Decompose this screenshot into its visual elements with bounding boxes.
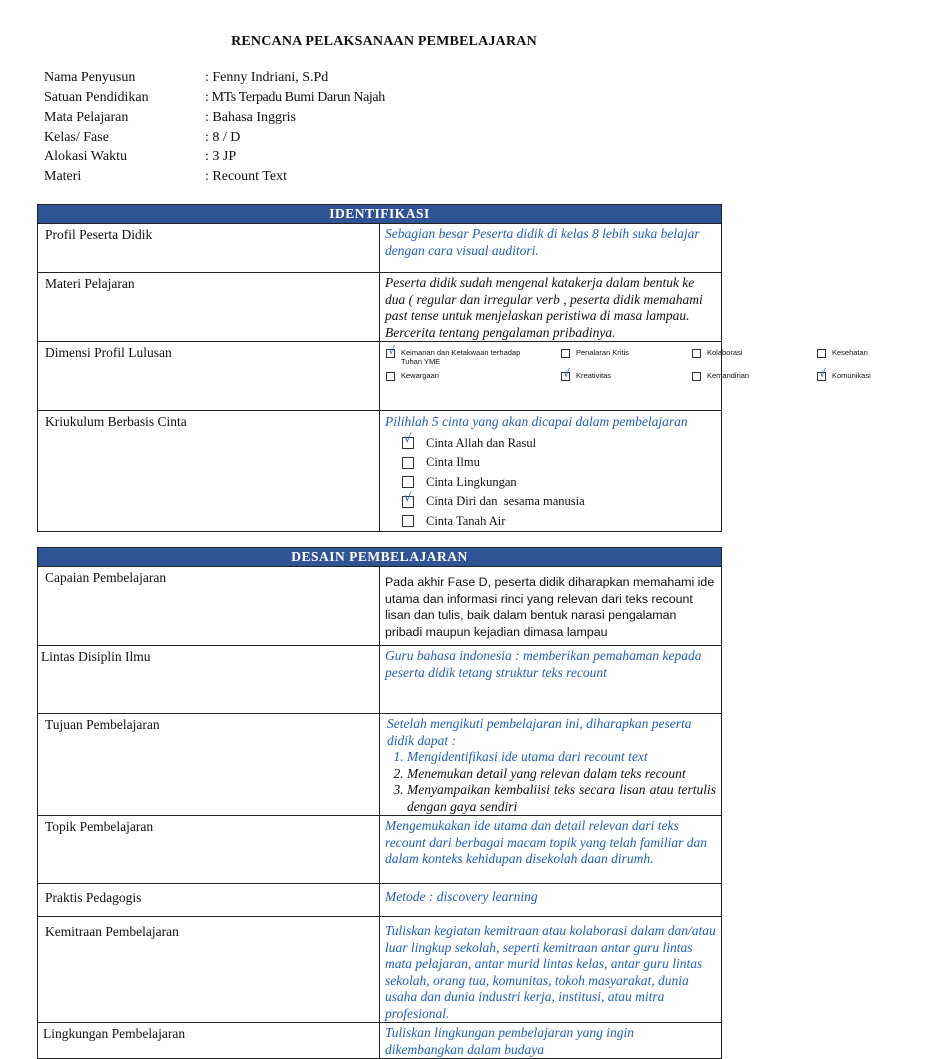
info-label: Satuan Pendidikan bbox=[44, 90, 149, 105]
checkbox-label: Kesehatan bbox=[832, 348, 868, 357]
row-lintas-disiplin-ilmu bbox=[38, 646, 722, 714]
checkbox-icon bbox=[386, 372, 395, 381]
praktis-value: Metode : discovery learning bbox=[385, 889, 538, 904]
checkbox-icon bbox=[817, 349, 826, 358]
row-tujuan-pembelajaran bbox=[38, 714, 722, 816]
document-info bbox=[44, 68, 385, 187]
lintas-value: Guru bahasa indonesia : memberikan pemahaman kepada peserta didik tetang struktur teks recount bbox=[385, 648, 702, 680]
tujuan-item: 1. Mengidentifikasi ide utama dari recount text bbox=[407, 749, 716, 766]
checkbox-checked-icon: √ bbox=[402, 437, 414, 449]
info-value: : Fenny Indriani, S.Pd bbox=[205, 70, 329, 85]
row-capaian-pembelajaran bbox=[38, 567, 722, 646]
checkbox-checked-icon: √ bbox=[563, 367, 571, 380]
tujuan-content bbox=[380, 714, 721, 815]
materi-value: Peserta didik sudah mengenal katakerja dalam bentuk ke dua ( regular dan irregular verb , peserta didik memahami past tense untuk menjelaskan peristiwa di masa lampau. Bercerita tentang pengalaman pribadinya. bbox=[385, 275, 703, 340]
info-row-alokasi-waktu bbox=[44, 147, 385, 167]
checkbox-label: Cinta Tanah Air bbox=[426, 513, 506, 528]
checkbox-label: Keimanan dan Ketakwaan terhadap Tuhan YME bbox=[401, 348, 521, 366]
kemitraan-value: Tuliskan kegiatan kemitraan atau kolaborasi dalam dan/atau luar lingkup sekolah, seperti kemitraan antar guru lintas mata pelajaran, antar murid lintas kelas, antar guru lintas sekolah, orang tua, komunitas, tokoh masyarakat, dunia usaha dan dunia industri kerja, institusi, atau mitra profesional. bbox=[385, 923, 716, 1021]
checkbox-cinta-ilmu[interactable] bbox=[402, 453, 721, 473]
row-label: Lintas Disiplin Ilmu bbox=[41, 649, 151, 664]
profil-value: Sebagian besar Peserta didik di kelas 8 lebih suka belajar dengan cara visual auditori. bbox=[385, 226, 700, 258]
topik-value: Mengemukakan ide utama dan detail relevan dari teks recount dari berbagai macam topik yang telah familiar dan dalam konteks kehidupan disekolah daan dirumh. bbox=[385, 818, 707, 866]
desain-table bbox=[37, 547, 722, 1059]
tujuan-item: 2. Menemukan detail yang relevan dalam teks recount bbox=[407, 766, 716, 783]
info-row-materi bbox=[44, 167, 385, 187]
row-kurikulum-berbasis-cinta bbox=[38, 411, 722, 532]
info-row-nama-penyusun bbox=[44, 68, 385, 88]
row-label: Capaian Pembelajaran bbox=[45, 570, 167, 585]
identifikasi-table bbox=[37, 204, 871, 532]
info-label: Materi bbox=[44, 169, 82, 184]
info-label: Nama Penyusun bbox=[44, 70, 136, 85]
info-row-kelas-fase bbox=[44, 128, 385, 147]
row-kemitraan-pembelajaran bbox=[38, 917, 722, 1023]
row-dimensi-profil-lulusan bbox=[38, 342, 722, 411]
checkbox-penalaran-kritis[interactable] bbox=[561, 348, 692, 366]
row-label: Dimensi Profil Lulusan bbox=[45, 345, 172, 360]
info-label: Kelas/ Fase bbox=[44, 130, 109, 145]
tujuan-list bbox=[387, 749, 716, 815]
info-row-satuan-pendidikan bbox=[44, 88, 385, 108]
checkbox-label: Kolaborasi bbox=[707, 348, 743, 357]
checkbox-kewargaan[interactable] bbox=[386, 371, 561, 381]
checkbox-icon bbox=[402, 457, 414, 469]
checkbox-cinta-lingkungan[interactable] bbox=[402, 473, 721, 493]
row-topik-pembelajaran bbox=[38, 816, 722, 884]
info-label: Alokasi Waktu bbox=[44, 149, 127, 164]
checkbox-icon bbox=[402, 476, 414, 488]
checkbox-kolaborasi[interactable] bbox=[692, 348, 817, 366]
checkbox-komunikasi[interactable] bbox=[817, 367, 937, 381]
row-label: Materi Pelajaran bbox=[45, 276, 135, 291]
checkbox-icon bbox=[692, 372, 701, 381]
checkbox-checked-icon: √ bbox=[819, 367, 827, 380]
checkbox-label: Komunikasi bbox=[832, 371, 871, 380]
checkbox-keimanan[interactable] bbox=[386, 344, 561, 366]
dimensi-checkbox-group bbox=[380, 342, 871, 381]
checkbox-label: Cinta Lingkungan bbox=[426, 474, 517, 489]
row-label: Lingkungan Pembelajaran bbox=[43, 1026, 186, 1041]
checkbox-icon bbox=[692, 349, 701, 358]
checkbox-kesehatan[interactable] bbox=[817, 348, 937, 366]
checkbox-label: Cinta Diri dan sesama manusia bbox=[426, 494, 585, 509]
checkbox-cinta-diri[interactable] bbox=[402, 489, 721, 512]
row-praktis-pedagogis bbox=[38, 884, 722, 917]
checkbox-checked-icon: √ bbox=[402, 496, 414, 508]
checkbox-label: Penalaran Kritis bbox=[576, 348, 629, 357]
checkbox-cinta-allah[interactable] bbox=[402, 431, 721, 454]
checkbox-label: Cinta Ilmu bbox=[426, 455, 480, 470]
identifikasi-header: IDENTIFIKASI bbox=[38, 205, 722, 224]
info-value: : 8 / D bbox=[205, 130, 241, 145]
checkbox-kreativitas[interactable] bbox=[561, 367, 692, 381]
info-value: : 3 JP bbox=[205, 149, 237, 164]
row-label: Kemitraan Pembelajaran bbox=[45, 924, 179, 939]
capaian-value: Pada akhir Fase D, peserta didik diharapkan memahami ide utama dan informasi rinci yang relevan dari teks recount lisan dan tulis, baik dalam bentuk narasi pengalaman pribadi maupun kejadian dimasa lampau bbox=[385, 575, 715, 639]
tujuan-item: 3. Menyampaikan kembaliisi teks secara lisan atau tertulis dengan gaya sendiri bbox=[407, 782, 716, 815]
checkbox-cinta-tanah-air[interactable] bbox=[402, 512, 721, 532]
info-value: : MTs Terpadu Bumi Darun Najah bbox=[205, 90, 385, 105]
kbc-instruction: Pilihlah 5 cinta yang akan dicapai dalam pembelajaran bbox=[385, 414, 688, 429]
checkbox-label: Kemandirian bbox=[707, 371, 750, 380]
checkbox-label: Kewargaan bbox=[401, 371, 439, 380]
checkbox-icon bbox=[402, 515, 414, 527]
row-label: Topik Pembelajaran bbox=[45, 819, 154, 834]
desain-header: DESAIN PEMBELAJARAN bbox=[38, 548, 722, 567]
checkbox-icon bbox=[561, 349, 570, 358]
checkbox-kemandirian[interactable] bbox=[692, 371, 817, 381]
kbc-checkbox-group bbox=[380, 431, 721, 532]
row-label: Praktis Pedagogis bbox=[45, 890, 142, 905]
row-label: Profil Peserta Didik bbox=[45, 227, 153, 242]
info-value: : Bahasa Inggris bbox=[205, 110, 296, 125]
row-profil-peserta-didik bbox=[38, 224, 722, 273]
row-label: Tujuan Pembelajaran bbox=[45, 717, 160, 732]
checkbox-checked-icon: √ bbox=[388, 344, 396, 357]
lingkungan-value: Tuliskan lingkungan pembelajaran yang ingin dikembangkan dalam budaya bbox=[385, 1025, 634, 1057]
row-label: Kriukulum Berbasis Cinta bbox=[45, 414, 187, 429]
info-label: Mata Pelajaran bbox=[44, 110, 129, 125]
row-materi-pelajaran bbox=[38, 273, 722, 342]
checkbox-label: Cinta Allah dan Rasul bbox=[426, 435, 537, 450]
checkbox-label: Kreativitas bbox=[576, 371, 612, 380]
info-value: : Recount Text bbox=[205, 169, 287, 184]
document-title: RENCANA PELAKSANAAN PEMBELAJARAN bbox=[231, 34, 537, 49]
row-lingkungan-pembelajaran bbox=[38, 1023, 722, 1059]
tujuan-intro: Setelah mengikuti pembelajaran ini, diharapkan peserta didik dapat : bbox=[387, 716, 692, 748]
info-row-mata-pelajaran bbox=[44, 108, 385, 128]
